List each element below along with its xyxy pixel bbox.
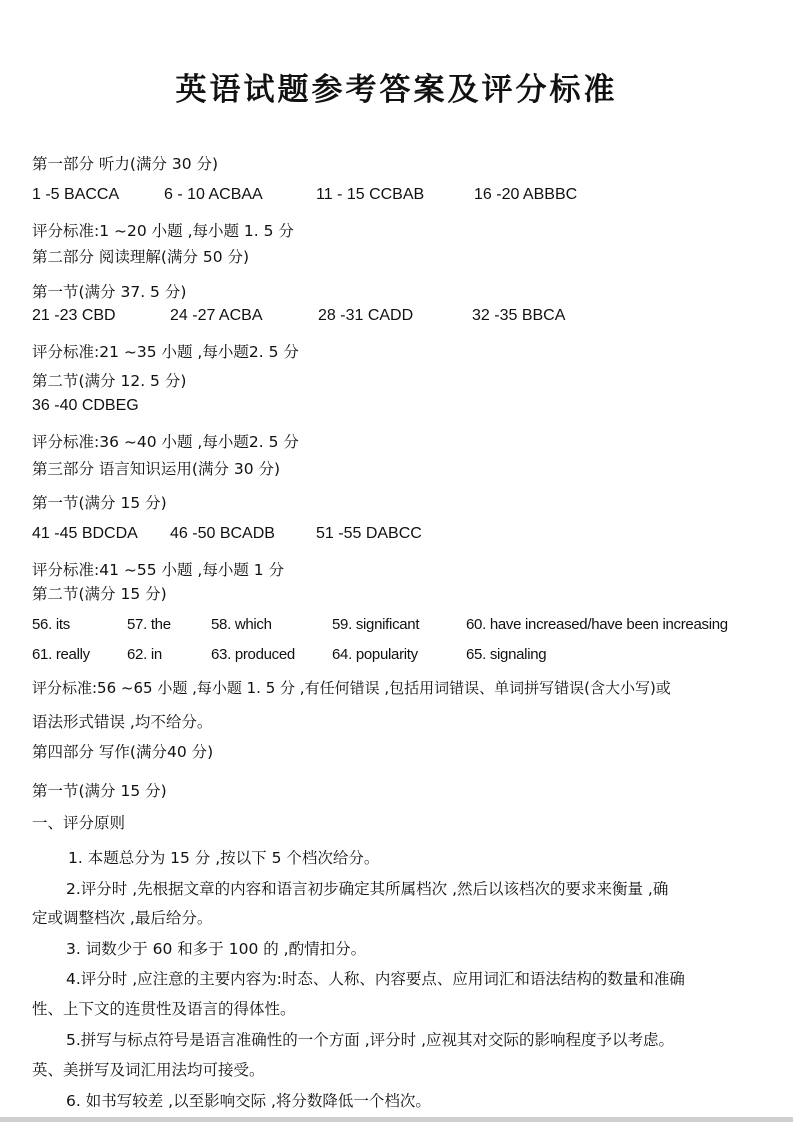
- part3-section1-answers: [0, 525, 793, 545]
- answer-group: 36 -40 CDBEG: [32, 397, 139, 414]
- part4-section1-heading: 第一节(满分 15 分): [32, 782, 167, 800]
- part2-section2-heading: 第二节(满分 12. 5 分): [32, 372, 187, 390]
- page-title: 英语试题参考答案及评分标准: [175, 72, 618, 108]
- rule-item-continued: 英、美拼写及词汇用法均可接受。: [32, 1061, 265, 1079]
- part2-section2-answers: [0, 397, 793, 417]
- rule-item-continued: 性、上下文的连贯性及语言的得体性。: [32, 1000, 296, 1018]
- answer-group: 28 -31 CADD: [318, 307, 414, 324]
- rule-item: 1. 本题总分为 15 分 ,按以下 5 个档次给分。: [68, 849, 380, 867]
- rule-item: 6. 如书写较差 ,以至影响交际 ,将分数降低一个档次。: [66, 1092, 431, 1110]
- rule-item: 3. 词数少于 60 和多于 100 的 ,酌情扣分。: [66, 940, 367, 958]
- part3-section1-criteria: 评分标准:41 ~55 小题 ,每小题 1 分: [32, 561, 285, 579]
- answer-group: 21 -23 CBD: [32, 307, 116, 324]
- part3-section2-answers-row2: [0, 646, 793, 664]
- answer-group: 6 - 10 ACBAA: [164, 186, 263, 203]
- part3-heading: 第三部分 语言知识运用(满分 30 分): [32, 460, 281, 478]
- part2-heading: 第二部分 阅读理解(满分 50 分): [32, 248, 250, 266]
- part2-section2-criteria: 评分标准:36 ~40 小题 ,每小题2. 5 分: [32, 433, 299, 451]
- answer-group: 46 -50 BCADB: [170, 525, 275, 542]
- rule-item: 2.评分时 ,先根据文章的内容和语言初步确定其所属档次 ,然后以该档次的要求来衡量 ,确: [66, 880, 669, 898]
- rule-item-continued: 定或调整档次 ,最后给分。: [32, 909, 213, 927]
- part3-section2-criteria-line1: 评分标准:56 ~65 小题 ,每小题 1. 5 分 ,有任何错误 ,包括用词错误、单词拼写错误(含大小写)或: [32, 679, 671, 697]
- answer-item: 60. have increased/have been increasing: [466, 616, 728, 633]
- part1-criteria: 评分标准:1 ~20 小题 ,每小题 1. 5 分: [32, 222, 294, 240]
- part2-section1-criteria: 评分标准:21 ~35 小题 ,每小题2. 5 分: [32, 343, 299, 361]
- answer-group: 1 -5 BACCA: [32, 186, 120, 203]
- part1-answers: [0, 186, 793, 206]
- answer-item: 56. its: [32, 616, 70, 633]
- answer-group: 16 -20 ABBBC: [474, 186, 578, 203]
- part3-section2-answers-row1: [0, 616, 793, 636]
- rule-item: 5.拼写与标点符号是语言准确性的一个方面 ,评分时 ,应视其对交际的影响程度予以考虑。: [66, 1031, 674, 1049]
- part2-section1-heading: 第一节(满分 37. 5 分): [32, 283, 187, 301]
- page-bottom-edge: [0, 1117, 793, 1122]
- answer-item: 65. signaling: [466, 646, 547, 663]
- part4-heading: 第四部分 写作(满分40 分): [32, 743, 214, 761]
- answer-group: 41 -45 BDCDA: [32, 525, 138, 542]
- part1-heading: 第一部分 听力(满分 30 分): [32, 155, 219, 173]
- answer-item: 63. produced: [211, 646, 295, 663]
- answer-item: 64. popularity: [332, 646, 418, 663]
- answer-item: 59. significant: [332, 616, 420, 633]
- answer-group: 24 -27 ACBA: [170, 307, 263, 324]
- answer-item: 62. in: [127, 646, 162, 663]
- part3-section1-heading: 第一节(满分 15 分): [32, 494, 167, 512]
- answer-item: 58. which: [211, 616, 272, 633]
- rule-item: 4.评分时 ,应注意的主要内容为:时态、人称、内容要点、应用词汇和语法结构的数量和准确: [66, 970, 685, 988]
- answer-group: 11 - 15 CCBAB: [316, 186, 425, 203]
- part2-section1-answers: [0, 307, 793, 327]
- answer-item: 61. really: [32, 646, 90, 663]
- answer-group: 32 -35 BBCA: [472, 307, 566, 324]
- part3-section2-criteria-line2: 语法形式错误 ,均不给分。: [32, 713, 213, 731]
- answer-group: 51 -55 DABCC: [316, 525, 422, 542]
- principles-heading: 一、评分原则: [32, 814, 126, 832]
- part3-section2-heading: 第二节(满分 15 分): [32, 585, 167, 603]
- answer-item: 57. the: [127, 616, 171, 633]
